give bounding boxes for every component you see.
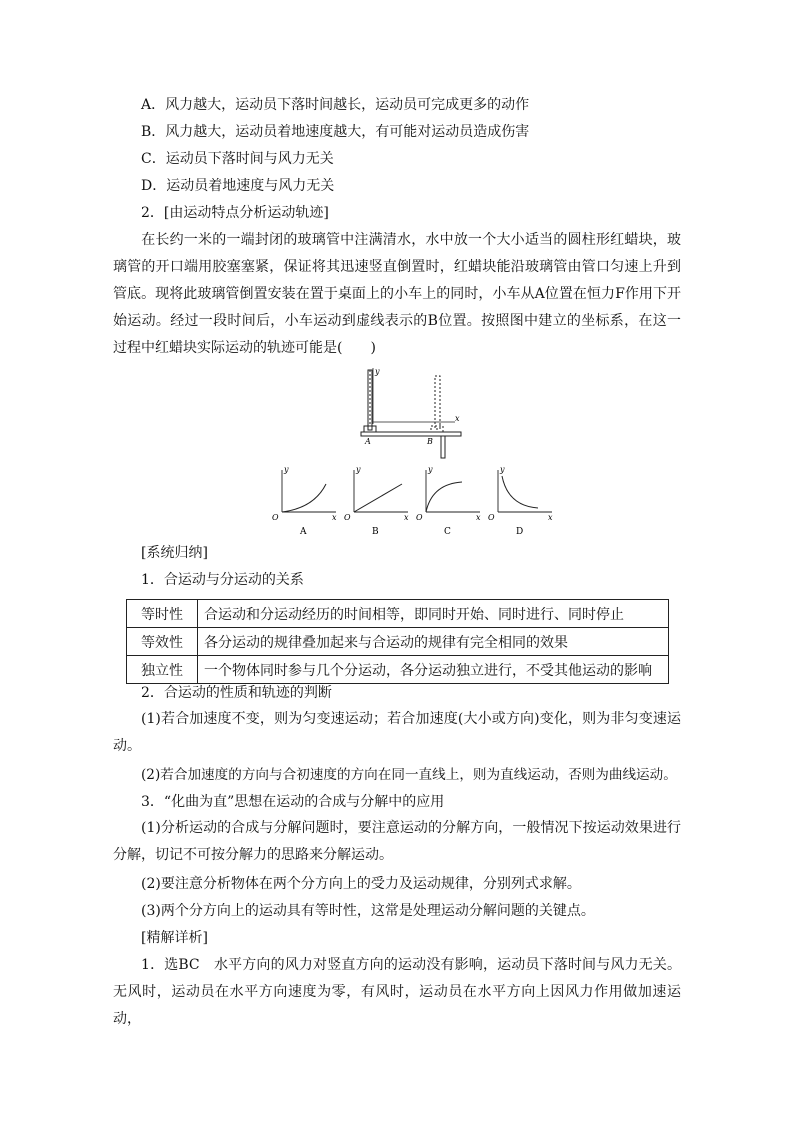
table-key: 等时性 (127, 600, 198, 628)
choice-graphs (266, 462, 566, 540)
svg-text:x: x (404, 513, 409, 522)
svg-text:y: y (428, 465, 433, 474)
summary-1-title: 1．合运动与分运动的关系 (141, 572, 304, 588)
table-key: 等效性 (127, 628, 198, 656)
table-row (127, 600, 669, 628)
option-d: D．运动员着地速度与风力无关 (141, 178, 335, 194)
question-2-text (113, 227, 681, 362)
svg-text:x: x (548, 513, 553, 522)
summary-heading: [系统归纳] (141, 545, 208, 561)
graph-d (488, 465, 553, 537)
position-b-label: B (427, 437, 433, 446)
summary-2-p1: (1)若合加速度不变，则为匀变速运动；若合加速度(大小或方向)变化，则为非匀变速运动。 (113, 711, 681, 754)
question-2-title: 2．[由运动特点分析运动轨迹] (141, 205, 329, 221)
table-leg (441, 436, 445, 458)
table-value: 合运动和分运动经历的时间相等，即同时开始、同时进行、同时停止 (198, 600, 669, 628)
table-top (361, 432, 461, 436)
summary-3-title: 3．“化曲为直”思想在运动的合成与分解中的应用 (141, 794, 445, 810)
table-key: 独立性 (127, 656, 198, 684)
choice-label-c: C (444, 527, 451, 537)
position-a-label: A (365, 437, 371, 446)
option-b: B．风力越大，运动员着地速度越大，有可能对运动员造成伤害 (141, 124, 530, 140)
graph-b (344, 465, 409, 537)
y-axis-label: y (375, 367, 380, 376)
x-axis-label: x (455, 414, 460, 423)
apparatus-figure (355, 364, 470, 460)
glass-tube-at-b-dashed (435, 376, 440, 429)
svg-text:O: O (344, 513, 351, 522)
svg-text:y: y (284, 465, 289, 474)
table-value: 一个物体同时参与几个分运动，各分运动独立进行，不受其他运动的影响 (198, 656, 669, 684)
svg-text:x: x (476, 513, 481, 522)
relation-table (126, 599, 669, 684)
glass-tube-at-a (368, 370, 372, 430)
table-row (127, 656, 669, 684)
svg-text:O: O (272, 513, 279, 522)
summary-3-p3: (3)两个分方向上的运动具有等时性，这常是处理运动分解问题的关键点。 (141, 903, 595, 919)
summary-3-p1: (1)分析运动的合成与分解问题时，要注意运动的分解方向，一般情况下按运动效果进行分解，切记不可按分解力的思路来分解运动。 (113, 820, 681, 863)
svg-text:x: x (332, 513, 337, 522)
svg-text:O: O (416, 513, 423, 522)
summary-2-title: 2．合运动的性质和轨迹的判断 (141, 685, 332, 701)
choice-label-a: A (300, 527, 307, 537)
svg-text:y: y (356, 465, 361, 474)
summary-2-p2: (2)若合加速度的方向与合初速度的方向在同一直线上，则为直线运动，否则为曲线运动。 (141, 767, 677, 783)
detail-p1: 1．选BC 水平方向的风力对竖直方向的运动没有影响，运动员下落时间与风力无关。无风时，运动员在水平方向速度为零，有风时，运动员在水平方向上因风力作用做加速运动， (113, 957, 681, 1027)
option-a: A．风力越大，运动员下落时间越长，运动员可完成更多的动作 (141, 97, 530, 113)
choice-label-d: D (516, 527, 524, 537)
table-value: 各分运动的规律叠加起来与合运动的规律有完全相同的效果 (198, 628, 669, 656)
graph-a (272, 465, 337, 537)
question-2-body: 在长约一米的一端封闭的玻璃管中注满清水，水中放一个大小适当的圆柱形红蜡块，玻璃管的开口端用胶塞塞紧，保证将其迅速竖直倒置时，红蜡块能沿玻璃管由管口匀速上升到管底。现将此玻璃管倒置安装在置于桌面上的小车上的同时，小车从A位置在恒力F作用下开始运动。经过一段时间后，小车运动到虚线表示的B位置。按照图中建立的坐标系，在这一过程中红蜡块实际运动的轨迹可能是( ) (113, 232, 681, 356)
graph-c (416, 465, 481, 537)
option-c: C．运动员下落时间与风力无关 (141, 151, 334, 167)
svg-text:O: O (488, 513, 495, 522)
svg-text:y: y (500, 465, 505, 474)
table-row (127, 628, 669, 656)
detail-heading: [精解详析] (141, 930, 208, 946)
choice-label-b: B (372, 527, 379, 537)
cart-at-a (364, 426, 376, 432)
summary-3-p2: (2)要注意分析物体在两个分方向上的受力及运动规律，分别列式求解。 (141, 876, 581, 892)
